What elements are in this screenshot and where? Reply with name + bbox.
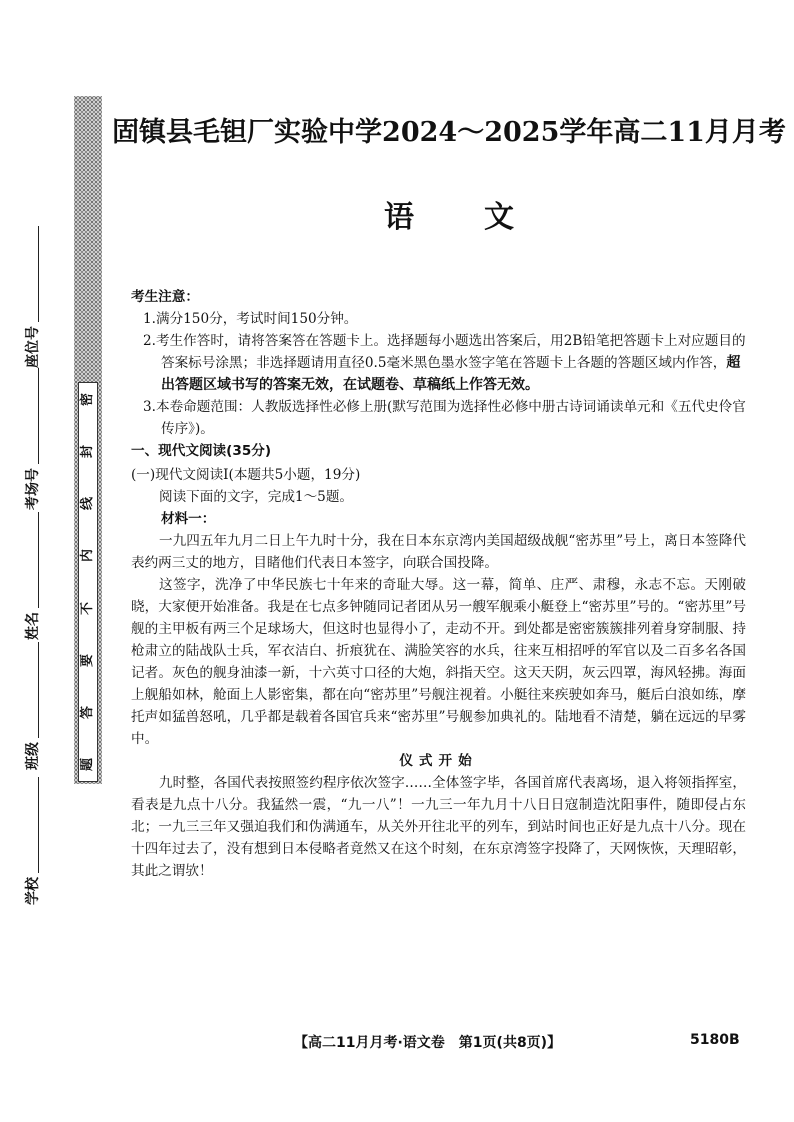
passage-paragraph: 一九四五年九月二日上午九时十分，我在日本东京湾内美国超级战舰“密苏里”号上，离日本签降代表约两三丈的地方，目睹他们代表日本签字，向联合国投降。	[131, 533, 746, 571]
name-field[interactable]	[22, 580, 42, 640]
seal-char: 不	[80, 601, 96, 615]
seal-char: 线	[80, 497, 96, 511]
notice-item	[131, 330, 746, 396]
school-label: 学校	[25, 877, 41, 905]
notice-item: 1.满分150分，考试时间150分钟。	[143, 311, 358, 327]
passage-paragraph: 这签字，洗净了中华民族七十年来的奇耻大辱。这一幕，简单、庄严、肃穆，永志不忘。天刚破晓，大家便开始准备。我是在七点多钟随同记者团从另一艘军舰乘小艇登上“密苏里”号的。“密苏里”号舰的主甲板有两三个足球场大，但这时也显得小了，走动不开。到处都是密密簇簇排列着身穿制服、持枪肃立的陆战队士兵，军衣洁白、折痕犹在、满脸笑容的水兵，往来互相招呼的军官以及二百多名各国记者。灰色的舰身油漆一新，十六英寸口径的大炮，斜指天空。这天天阴，灰云四罩，海风轻拂。海面上舰船如林，舱面上人影密集，都在向“密苏里”号舰注视着。小艇往来疾驶如奔马，艇后白浪如练，摩托声如猛兽怒吼，几乎都是载着各国官兵来“密苏里”号舰参加典礼的。陆地看不清楚，躺在远远的早雾中。	[131, 577, 746, 747]
exam-room-line	[38, 368, 39, 464]
exam-title: 固镇县毛钽厂实验中学2024～2025学年高二11月月考	[112, 117, 786, 148]
class-line	[38, 642, 39, 738]
reading-instruction: 阅读下面的文字，完成1～5题。	[159, 489, 354, 505]
seat-number-label: 座位号	[25, 326, 41, 368]
seat-number-field[interactable]	[22, 308, 42, 368]
school-field[interactable]	[22, 845, 42, 905]
name-label: 姓名	[25, 612, 41, 640]
notice-emphasis: 超出答题区域书写的答案无效，在试题卷、草稿纸上作答无效。	[161, 355, 741, 393]
page-footer: 【高二11月月考·语文卷 第1页(共8页)】	[294, 1035, 562, 1051]
paper-code: 5180B	[690, 1032, 740, 1048]
notice-item: 3.本卷命题范围：人教版选择性必修上册(默写范围为选择性必修中册古诗词诵读单元和《五代史伶官传序》)。	[143, 399, 746, 437]
notice-item-text: 2.考生作答时，请将答案答在答题卡上。选择题每小题选出答案后，用2B铅笔把答题卡上对应题目的答案标号涂黑；非选择题请用直径0.5毫米黑色墨水签字笔在答题卡上各题的答题区域内作答，	[143, 333, 746, 371]
seal-char: 答	[80, 705, 96, 719]
seal-char: 要	[80, 653, 96, 667]
school-line	[38, 777, 39, 873]
exam-room-label: 考场号	[25, 468, 41, 510]
subsection-heading: (一)现代文阅读Ⅰ(本题共5小题，19分)	[131, 467, 361, 483]
seat-number-line	[38, 226, 39, 322]
section-heading: 一、现代文阅读(35分)	[131, 443, 272, 459]
name-line	[38, 512, 39, 608]
subject-title: 语文	[384, 200, 584, 235]
passage-paragraph: 九时整，各国代表按照签约程序依次签字……全体签字毕，各国首席代表离场，退入将领指挥室，看表是九点十八分。我猛然一震，“九一八”！一九三一年九月十八日日寇制造沈阳事件，随即侵占东北；一九三三年又强迫我们和伪满通车，从关外开往北平的列车，到站时间也正好是九点十八分。现在十四年过去了，没有想到日本侵略者竟然又在这个时刻，在东京湾签字投降了，天网恢恢，天理昭彰，其此之谓欤！	[131, 775, 746, 879]
passage-subheading: 仪式开始	[399, 753, 478, 769]
material-label: 材料一：	[161, 511, 216, 527]
class-field[interactable]	[22, 710, 42, 770]
seal-char: 题	[80, 757, 96, 771]
class-label: 班级	[25, 742, 41, 770]
notice-heading: 考生注意：	[131, 289, 199, 305]
seal-char: 内	[80, 549, 96, 563]
exam-room-field[interactable]	[22, 450, 42, 510]
page-content	[131, 286, 746, 882]
seal-char: 密	[80, 392, 96, 407]
seal-notice	[78, 382, 98, 782]
seal-char: 封	[80, 445, 96, 459]
